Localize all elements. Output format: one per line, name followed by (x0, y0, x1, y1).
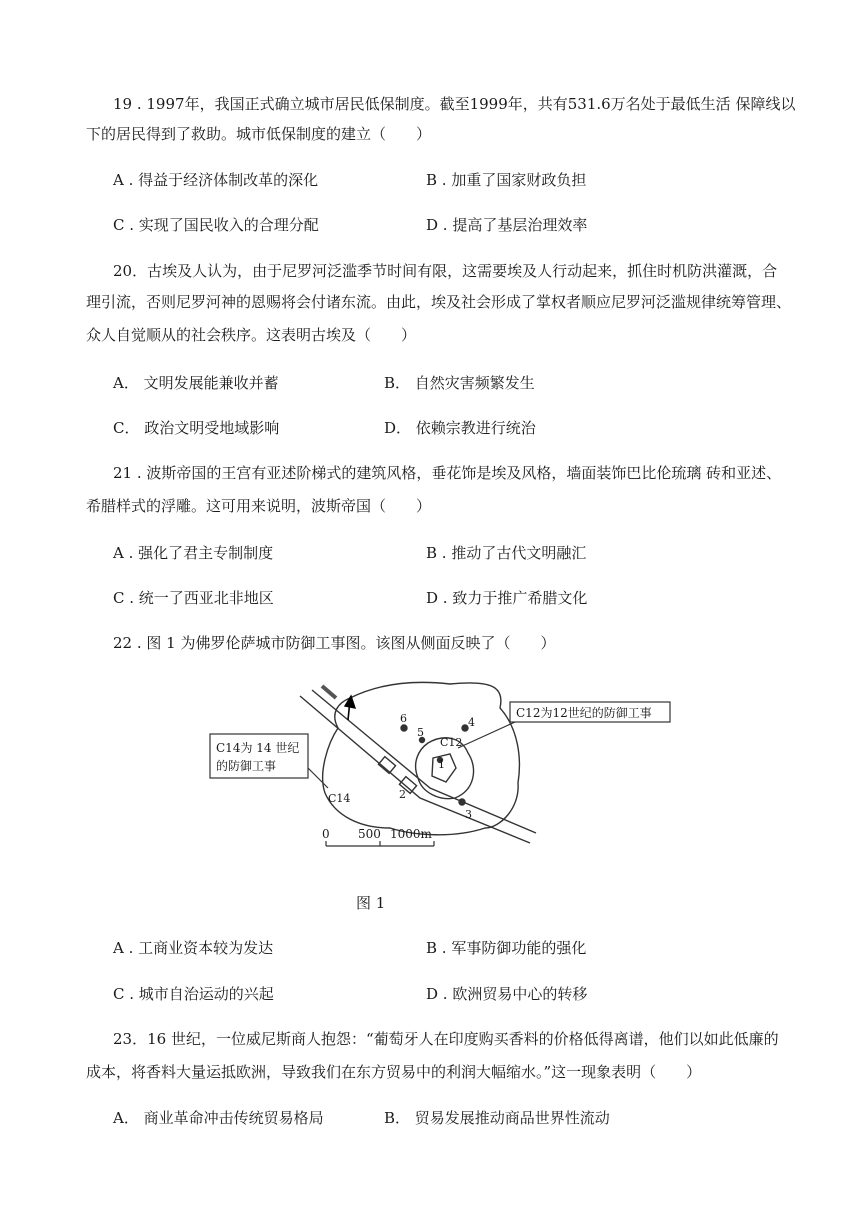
point-5: 5 (417, 726, 424, 739)
q22-option-a[interactable]: A . 工商业资本较为发达 (113, 939, 274, 957)
q20-option-b[interactable]: B． 自然灾害频繁发生 (384, 374, 535, 392)
scale-500: 500 (358, 827, 381, 841)
q22-option-d[interactable]: D . 欧洲贸易中心的转移 (426, 985, 588, 1003)
q19-option-c[interactable]: C . 实现了国民收入的合理分配 (113, 216, 319, 234)
q19-stem-line1: 19 . 1997年，我国正式确立城市居民低保制度。截至1999年，共有531.6万名处于最低生活 保障线以 (113, 95, 796, 113)
scale-1000m: 1000m (390, 827, 432, 841)
q21-option-d[interactable]: D . 致力于推广希腊文化 (426, 589, 588, 607)
q19-option-d[interactable]: D . 提高了基层治理效率 (426, 216, 588, 234)
point-1: 1 (438, 758, 445, 771)
q20-stem-line2: 理引流，否则尼罗河神的恩赐将会付诸东流。由此，埃及社会形成了掌权者顺应尼罗河泛滥规律统筹管理、 (86, 293, 792, 311)
q20-option-a[interactable]: A． 文明发展能兼收并蓄 (113, 374, 279, 392)
q21-stem-line2: 希腊样式的浮雕。这可用来说明，波斯帝国（ ） (86, 497, 432, 515)
q21-option-a[interactable]: A . 强化了君主专制制度 (113, 544, 274, 562)
c12-label: C12为12世纪的防御工事 (516, 706, 652, 720)
point-2: 2 (399, 788, 406, 801)
c14-tag: C14 (328, 792, 351, 805)
c12-tag: C12 (440, 736, 463, 749)
scale-bar (326, 841, 434, 846)
q23-option-a[interactable]: A． 商业革命冲击传统贸易格局 (113, 1109, 324, 1127)
q19-option-b[interactable]: B . 加重了国家财政负担 (426, 171, 587, 189)
q19-stem-line2: 下的居民得到了救助。城市低保制度的建立（ ） (86, 125, 432, 143)
figure-caption: 图 1 (356, 894, 386, 912)
q23-option-b[interactable]: B． 贸易发展推动商品世界性流动 (384, 1109, 610, 1127)
q20-option-c[interactable]: C． 政治文明受地域影响 (113, 419, 280, 437)
q20-stem-line3: 众人自觉顺从的社会秩序。这表明古埃及（ ） (86, 326, 417, 344)
q21-option-c[interactable]: C . 统一了西亚北非地区 (113, 589, 274, 607)
q22-stem: 22 . 图 1 为佛罗伦萨城市防御工事图。该图从侧面反映了（ ） (113, 634, 556, 652)
point-6: 6 (400, 712, 407, 725)
q19-option-a[interactable]: A . 得益于经济体制改革的深化 (113, 171, 319, 189)
q22-option-b[interactable]: B . 军事防御功能的强化 (426, 939, 587, 957)
q20-option-d[interactable]: D． 依赖宗教进行统治 (384, 419, 536, 437)
q22-option-c[interactable]: C . 城市自治运动的兴起 (113, 985, 274, 1003)
florence-fortification-map (200, 668, 720, 868)
q20-stem-line1: 20．古埃及人认为，由于尼罗河泛滥季节时间有限，这需要埃及人行动起来，抓住时机防洪灌溉，合 (113, 262, 778, 280)
c14-label-line2: 的防御工事 (216, 759, 277, 773)
point-3: 3 (465, 808, 472, 821)
c14-label-line1: C14为 14 世纪 (216, 741, 300, 755)
q23-stem-line2: 成本，将香料大量运抵欧洲，导致我们在东方贸易中的利润大幅缩水。”这一现象表明（ ） (86, 1063, 702, 1081)
q21-stem-line1: 21 . 波斯帝国的王宫有亚述阶梯式的建筑风格，垂花饰是埃及风格，墙面装饰巴比伦琉璃 砖和亚述、 (113, 464, 782, 482)
point-4: 4 (468, 716, 475, 729)
scale-0: 0 (322, 827, 330, 841)
q23-stem-line1: 23．16 世纪，一位威尼斯商人抱怨：“葡萄牙人在印度购买香料的价格低得离谱，他们以如此低廉的 (113, 1030, 779, 1048)
q21-option-b[interactable]: B . 推动了古代文明融汇 (426, 544, 587, 562)
